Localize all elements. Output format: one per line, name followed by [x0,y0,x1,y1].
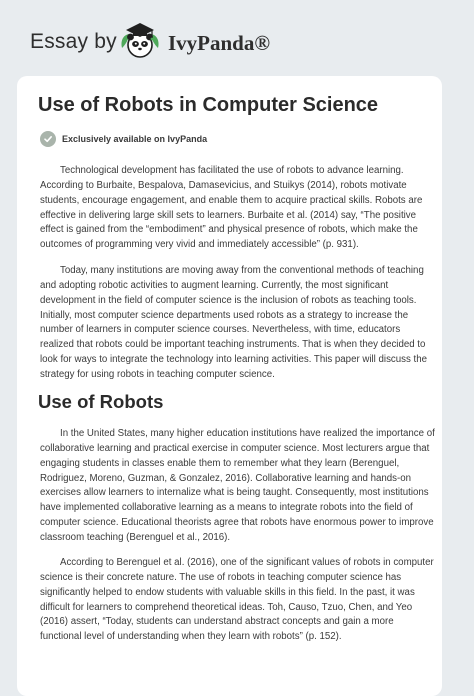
section-heading-use-of-robots: Use of Robots [38,391,164,412]
paragraph-intro-2: Today, many institutions are moving away from the conventional methods of teaching and adopting robotic activities to augment learning. Currently, the most significant development in the field of computer science is the inclusion of robots as teaching tools. Initially, most computer science departments used robots as a strategy to increase the number of learners in computer science courses. Nevertheless, with time, educators realized that robots could be important teaching instruments. That is when they decided to look for ways to integrate the technology into learning activities. This paper will discuss the strategy for using robots in teaching computer science. [40,265,427,380]
site-header [0,0,474,84]
checkmark-circle-icon [40,131,56,147]
paragraph-intro-1: Technological development has facilitated the use of robots to advance learning. According to Burbaite, Bespalova, Damasevicius, and Stuikys (2014), robots motivate students, encourage engagement, and enable them to acquire practical skills. Robots are effective in delivering large skill sets to learners. Burbaite et al. (2014) say, “The positive effect is gained from the “embodiment” and physical presence of robots, which make the outcomes of programming very vivid and immediately accessible” (p. 931). [40,165,423,251]
essay-title: Use of Robots in Computer Science [38,94,379,116]
brand-name[interactable]: IvyPanda® [168,31,271,55]
exclusive-badge-label: Exclusively available on IvyPanda [62,134,208,144]
essay-by-label: Essay by [30,30,117,53]
panda-graduation-cap-icon[interactable] [118,18,162,62]
paragraph-section-1: In the United States, many higher education institutions have realized the importance of collaborative learning and practical exercise in computer science. Most lecturers argue that engaging students in classes enable them to remember what they learn (Berenguel, Rodriguez, Moreno, Guzman, & Gonzalez, 2016). Collaborative learning and hands-on exercises allow learners to internalize what is being taught. Consequently, most institutions have implemented collaborative learning as a means to integrate robots into the field of computer science. Educational theorists agree that robots have enormous power to improve classroom teaching (Berenguel et al., 2016). [40,428,435,543]
paragraph-section-2: According to Berenguel et al. (2016), one of the significant values of robots in computer science is their concrete nature. The use of robots in teaching computer science has significantly helped to endow students with valuable skills in this field. In the past, it was difficult for learners to comprehend theoretical ideas. Toh, Causo, Tzuo, Chen, and Yeo (2016) assert, “Today, students can understand abstract concepts and gain a more functional level of understanding when they learn with robots” (p. 152). [40,557,434,643]
exclusive-badge [40,130,207,148]
